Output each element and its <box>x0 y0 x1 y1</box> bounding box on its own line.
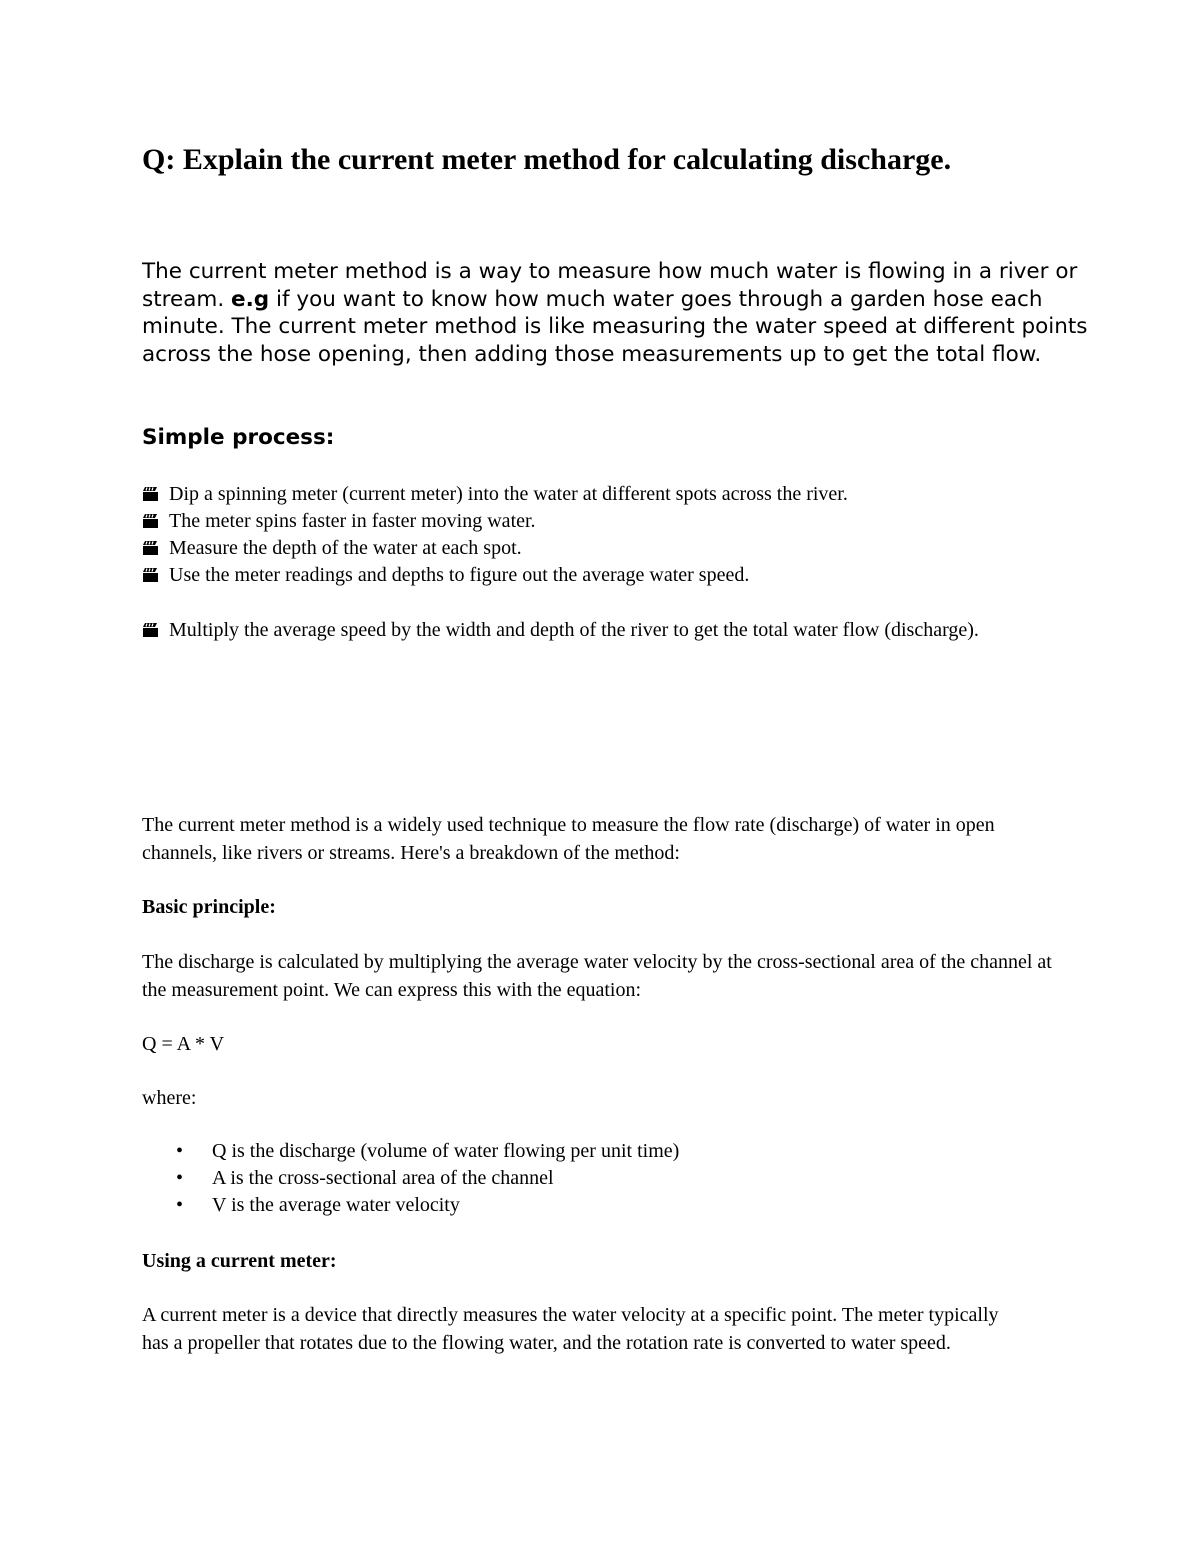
clapperboard-icon <box>142 567 159 583</box>
process-step-text: Dip a spinning meter (current meter) into the water at different spots across the river. <box>169 483 848 505</box>
discharge-equation: Q = A * V <box>142 1033 225 1055</box>
process-step <box>142 481 1102 508</box>
question-title: Q: Explain the current meter method for calculating discharge. <box>142 143 952 176</box>
basic-principle-heading: Basic principle: <box>142 896 276 918</box>
definition-item <box>142 1192 679 1219</box>
definition-text: A is the cross-sectional area of the channel <box>212 1167 554 1189</box>
bullet-icon: • <box>176 1194 184 1216</box>
definition-item <box>142 1165 679 1192</box>
intro-text-start: The current meter method is a way to measure how much water is flowing in a river or stream. <box>142 259 1078 312</box>
using-current-meter-paragraph: A current meter is a device that directly measures the water velocity at a specific point. The meter typically has a propeller that rotates due to the flowing water, and the rotation rate is converted to water speed. <box>142 1304 999 1354</box>
process-step-text: Use the meter readings and depths to figure out the average water speed. <box>169 564 750 586</box>
process-step <box>142 535 1102 562</box>
process-step-text: Measure the depth of the water at each spot. <box>169 537 522 559</box>
basic-principle-paragraph: The discharge is calculated by multiplying the average water velocity by the cross-sectional area of the channel at the measurement point. We can express this with the equation: <box>142 951 1052 1001</box>
definition-text: Q is the discharge (volume of water flowing per unit time) <box>212 1140 680 1162</box>
process-final-step <box>142 617 1022 644</box>
where-label: where: <box>142 1087 197 1109</box>
method-overview-paragraph: The current meter method is a widely used technique to measure the flow rate (discharge) of water in open channels, like rivers or streams. Here's a breakdown of the method: <box>142 814 995 864</box>
definition-text: V is the average water velocity <box>212 1194 460 1216</box>
clapperboard-icon <box>142 513 159 529</box>
process-final-step-text: Multiply the average speed by the width and depth of the river to get the total water flow (discharge). <box>169 619 979 641</box>
bullet-icon: • <box>176 1167 184 1189</box>
clapperboard-icon <box>142 622 159 638</box>
clapperboard-icon <box>142 540 159 556</box>
simple-process-steps <box>142 481 1102 589</box>
definition-item <box>142 1138 679 1165</box>
process-step <box>142 562 1102 589</box>
clapperboard-icon <box>142 486 159 502</box>
using-current-meter-heading: Using a current meter: <box>142 1250 337 1272</box>
bullet-icon: • <box>176 1140 184 1162</box>
intro-paragraph <box>142 258 1102 368</box>
process-step <box>142 508 1102 535</box>
intro-text-end: if you want to know how much water goes through a garden hose each minute. The current meter method is like measuring the water speed at different points across the hose opening, then adding those measurements up to get the total flow. <box>142 286 1088 367</box>
intro-example-label: e.g <box>231 286 270 312</box>
process-step-text: The meter spins faster in faster moving water. <box>169 510 536 532</box>
simple-process-heading: Simple process: <box>142 425 335 450</box>
variable-definitions <box>142 1138 679 1219</box>
